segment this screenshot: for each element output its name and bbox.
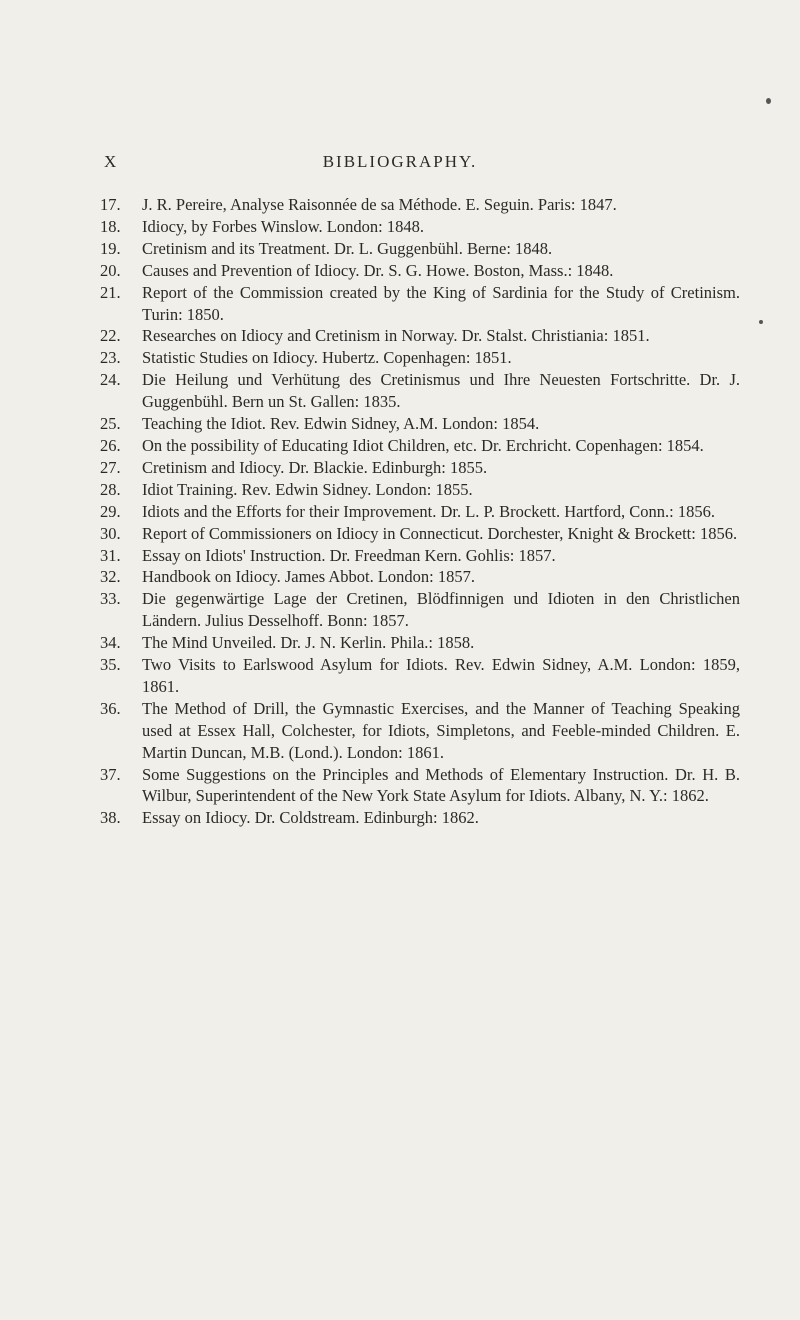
bibliography-entry: [100, 457, 740, 479]
bibliography-entry: [100, 238, 740, 260]
bibliography-entry: [100, 216, 740, 238]
entry-number: 33.: [100, 589, 121, 609]
bibliography-entry: [100, 588, 740, 632]
entry-number: 34.: [100, 633, 121, 653]
bibliography-entry: [100, 566, 740, 588]
page-speck: [759, 320, 763, 324]
entry-number: 29.: [100, 501, 121, 521]
bibliography-entry: [100, 501, 740, 523]
page-header: [0, 152, 800, 176]
bibliography-entry: [100, 479, 740, 501]
bibliography-entry: [100, 764, 740, 808]
entry-text: Idiots and the Efforts for their Improvement. Dr. L. P. Brockett. Hartford, Conn.: 1856.: [142, 501, 715, 521]
entry-number: 38.: [100, 808, 121, 828]
entry-text: On the possibility of Educating Idiot Children, etc. Dr. Erchricht. Copenhagen: 1854.: [142, 435, 704, 455]
entry-number: 37.: [100, 764, 121, 784]
entry-number: 22.: [100, 326, 121, 346]
bibliography-list: [100, 194, 740, 829]
bibliography-entry: [100, 654, 740, 698]
bibliography-entry: [100, 325, 740, 347]
entry-text: Some Suggestions on the Principles and Methods of Elementary Instruction. Dr. H. B. Wilbur, Superintendent of the New York State Asylum for Idiots. Albany, N. Y.: 1862.: [142, 764, 740, 806]
entry-text: Cretinism and Idiocy. Dr. Blackie. Edinburgh: 1855.: [142, 457, 488, 477]
entry-text: Idiot Training. Rev. Edwin Sidney. London: 1855.: [142, 479, 473, 499]
entry-number: 24.: [100, 370, 121, 390]
entry-text: J. R. Pereire, Analyse Raisonnée de sa Méthode. E. Seguin. Paris: 1847.: [142, 195, 617, 214]
entry-number: 27.: [100, 457, 121, 477]
bibliography-entry: [100, 413, 740, 435]
entry-number: 23.: [100, 348, 121, 368]
entry-text: Die Heilung und Verhütung des Cretinismus und Ihre Neuesten Fortschritte. Dr. J. Guggenbühl. Bern un St. Gallen: 1835.: [142, 370, 740, 412]
entry-text: Idiocy, by Forbes Winslow. London: 1848.: [142, 216, 424, 236]
entry-text: Handbook on Idiocy. James Abbot. London: 1857.: [142, 567, 476, 587]
entry-text: Cretinism and its Treatment. Dr. L. Guggenbühl. Berne: 1848.: [142, 238, 553, 258]
entry-number: 31.: [100, 545, 121, 565]
entry-text: Two Visits to Earlswood Asylum for Idiots. Rev. Edwin Sidney, A.M. London: 1859, 1861.: [142, 655, 740, 696]
bibliography-entry: [100, 435, 740, 457]
entry-number: 25.: [100, 414, 121, 434]
entry-number: 30.: [100, 523, 121, 543]
entry-text: Researches on Idiocy and Cretinism in Norway. Dr. Stalst. Christiania: 1851.: [142, 326, 650, 346]
entry-text: Report of Commissioners on Idiocy in Connecticut. Dorchester, Knight & Brockett: 1856.: [142, 523, 738, 543]
entry-number: 19.: [100, 238, 121, 258]
entry-number: 21.: [100, 282, 121, 302]
page-number: X: [104, 152, 118, 171]
entry-text: The Method of Drill, the Gymnastic Exercises, and the Manner of Teaching Speaking used at Essex Hall, Colchester, for Idiots, Simpletons, and Feeble-minded Children. E. Martin Duncan, M.B. (Lond.). London: 1861.: [142, 698, 740, 762]
entry-number: 20.: [100, 260, 121, 280]
entry-text: Essay on Idiots' Instruction. Dr. Freedman Kern. Gohlis: 1857.: [142, 545, 556, 565]
entry-text: Teaching the Idiot. Rev. Edwin Sidney, A.M. London: 1854.: [142, 414, 540, 434]
entry-number: 36.: [100, 698, 121, 718]
entry-number: 18.: [100, 216, 121, 236]
bibliography-entry: [100, 369, 740, 413]
page-speck: [766, 98, 771, 104]
entry-number: 28.: [100, 479, 121, 499]
entry-number: 26.: [100, 435, 121, 455]
bibliography-entry: [100, 194, 740, 216]
entry-text: Die gegenwärtige Lage der Cretinen, Blödfinnigen und Idioten in den Christlichen Ländern. Julius Desselhoff. Bonn: 1857.: [142, 589, 740, 631]
bibliography-entry: [100, 523, 740, 545]
bibliography-entry: [100, 698, 740, 764]
bibliography-entry: [100, 347, 740, 369]
bibliography-entry: [100, 260, 740, 282]
entry-text: The Mind Unveiled. Dr. J. N. Kerlin. Phila.: 1858.: [142, 633, 475, 653]
entry-text: Statistic Studies on Idiocy. Hubertz. Copenhagen: 1851.: [142, 348, 512, 368]
bibliography-entry: [100, 545, 740, 567]
bibliography-entry: [100, 632, 740, 654]
bibliography-entry: [100, 282, 740, 326]
entry-number: 35.: [100, 655, 121, 675]
entry-text: Essay on Idiocy. Dr. Coldstream. Edinburgh: 1862.: [142, 808, 479, 828]
bibliography-entry: [100, 807, 740, 829]
entry-text: Causes and Prevention of Idiocy. Dr. S. G. Howe. Boston, Mass.: 1848.: [142, 260, 614, 280]
entry-number: 32.: [100, 567, 121, 587]
running-title: BIBLIOGRAPHY.: [322, 152, 478, 171]
entry-text: Report of the Commission created by the King of Sardinia for the Study of Cretinism. Turin: 1850.: [142, 282, 740, 324]
entry-number: 17.: [100, 195, 121, 214]
